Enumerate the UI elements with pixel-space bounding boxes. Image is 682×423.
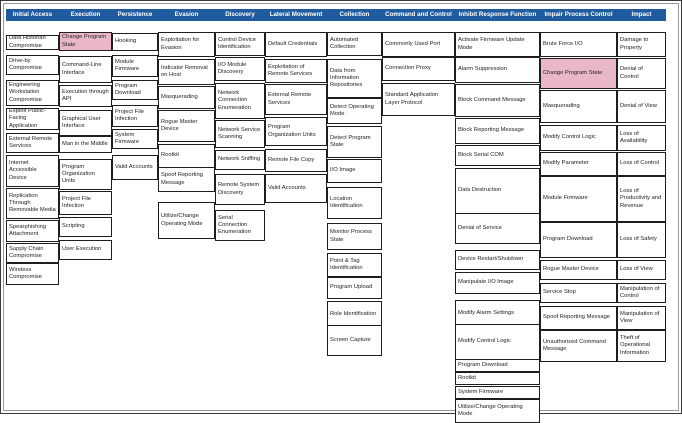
technique-label: Service Stop [543, 289, 576, 296]
technique-label: Indicator Removal on Host [161, 64, 208, 78]
technique-label: Exploitation of Remote Services [268, 63, 313, 77]
technique-label: Network Connection Enumeration [218, 90, 251, 111]
technique-label: Hooking [115, 38, 137, 45]
technique-cell[interactable] [112, 33, 158, 51]
technique-label: Default Credentials [268, 40, 318, 47]
technique-label: Modify Parameter [543, 160, 589, 167]
technique-cell[interactable] [382, 32, 455, 57]
technique-label: Network Service Scanning [218, 126, 261, 140]
technique-cell[interactable] [617, 152, 666, 176]
technique-cell[interactable] [6, 263, 59, 285]
technique-label: Data Destruction [458, 187, 502, 194]
technique-label: Modify Alarm Settings [458, 309, 515, 316]
technique-label: Project File Infection [115, 108, 144, 122]
technique-cell[interactable] [6, 133, 59, 153]
technique-cell[interactable] [617, 306, 666, 330]
technique-label: Alarm Suppression [458, 66, 507, 73]
technique-label: Graphical User Interface [62, 115, 101, 129]
technique-label: System Firmware [115, 131, 140, 145]
technique-label: Theft of Operational Information [620, 335, 650, 356]
technique-label: Monitor Process State [330, 229, 372, 243]
technique-cell[interactable] [617, 176, 666, 222]
technique-cell[interactable] [455, 145, 540, 166]
technique-label: Device Restart/Shutdown [458, 256, 524, 263]
technique-label: Masquerading [543, 102, 580, 109]
technique-label: Role Identification [330, 311, 377, 318]
tactic-header: Inhibit Response Function [455, 9, 540, 21]
technique-cell[interactable] [59, 191, 112, 215]
technique-label: Location Identification [330, 195, 363, 209]
technique-cell[interactable] [6, 155, 59, 187]
technique-label: I/O Image [330, 167, 356, 174]
technique-label: Denial of Control [620, 66, 643, 80]
technique-label: Utilize/Change Operating Mode [161, 213, 203, 227]
technique-label: Block Serial COM [458, 151, 504, 158]
technique-label: Loss of View [620, 266, 653, 273]
technique-cell[interactable] [455, 324, 540, 360]
technique-cell[interactable] [215, 57, 265, 81]
technique-cell[interactable] [327, 159, 382, 183]
technique-label: Manipulation of View [620, 310, 660, 324]
technique-label: System Firmware [458, 388, 504, 395]
technique-label: Engineering Workstation Compromise [9, 82, 42, 103]
technique-label: Detect Program State [330, 134, 371, 148]
technique-cell[interactable] [455, 84, 540, 117]
technique-label: Connection Proxy [385, 65, 431, 72]
technique-label: Exploit Public-Facing Application [9, 108, 46, 129]
technique-cell[interactable] [265, 117, 327, 146]
technique-label: Drive-by Compromise [9, 57, 42, 71]
technique-cell[interactable] [265, 32, 327, 57]
technique-label: Supply Chain Compromise [9, 245, 44, 259]
technique-label: Screen Capture [330, 336, 371, 343]
technique-cell[interactable] [327, 187, 382, 219]
technique-label: Remote File Copy [268, 156, 315, 163]
technique-cell[interactable] [158, 144, 215, 168]
technique-label: Rogue Master Device [161, 118, 198, 132]
technique-cell[interactable] [540, 90, 617, 123]
technique-label: Wireless Compromise [9, 266, 42, 280]
technique-cell[interactable] [327, 277, 382, 299]
technique-label: Serial Connection Enumeration [218, 214, 251, 236]
technique-label: Replication Through Removable Media [9, 192, 56, 214]
technique-label: Module Firmware [543, 195, 588, 202]
technique-label: Exploitation for Evasion [161, 37, 200, 51]
technique-cell[interactable] [327, 59, 382, 98]
technique-cell[interactable] [112, 155, 158, 180]
technique-label: Denial of Service [458, 224, 502, 231]
technique-cell[interactable] [6, 220, 59, 242]
technique-label: Module Firmware [115, 58, 140, 72]
technique-cell[interactable] [112, 80, 158, 100]
technique-cell[interactable] [617, 260, 666, 280]
technique-cell[interactable] [540, 58, 617, 89]
technique-cell[interactable] [59, 110, 112, 136]
technique-cell[interactable] [59, 85, 112, 107]
technique-label: Rootkit [458, 374, 477, 381]
technique-label: Network Sniffing [218, 156, 261, 163]
technique-cell[interactable] [215, 174, 265, 205]
technique-cell[interactable] [617, 32, 666, 57]
technique-cell[interactable] [158, 32, 215, 57]
tactic-header: Collection [327, 9, 382, 21]
technique-label: Activate Firmware Update Mode [458, 37, 525, 51]
technique-cell[interactable] [265, 149, 327, 172]
technique-cell[interactable] [540, 222, 617, 258]
technique-label: Denial of View [620, 102, 657, 109]
technique-label: Change Program State [543, 69, 603, 76]
tactic-header: Discovery [215, 9, 265, 21]
technique-cell[interactable] [455, 272, 540, 294]
technique-label: Loss of Safety [620, 236, 657, 243]
technique-label: Scripting [62, 223, 85, 230]
technique-cell[interactable] [617, 125, 666, 151]
technique-label: Spoof Reporting Message [161, 172, 203, 186]
technique-cell[interactable] [540, 125, 617, 151]
tactic-header: Lateral Movement [265, 9, 327, 21]
technique-cell[interactable] [215, 32, 265, 56]
technique-label: Modify Control Logic [543, 134, 596, 141]
technique-cell[interactable] [455, 250, 540, 270]
technique-label: Control Device Identification [218, 36, 257, 50]
technique-label: Program Upload [330, 284, 373, 291]
technique-cell[interactable] [158, 59, 215, 85]
technique-cell[interactable] [455, 118, 540, 144]
tactic-header: Impact [617, 9, 666, 21]
technique-cell[interactable] [6, 188, 59, 219]
technique-cell[interactable] [617, 283, 666, 303]
technique-label: Loss of Control [620, 160, 659, 167]
technique-label: Data Historian Compromise [9, 35, 46, 49]
technique-label: I/O Module Discovery [218, 61, 247, 75]
technique-label: Project File Infection [62, 195, 91, 209]
technique-cell[interactable] [540, 283, 617, 303]
technique-cell[interactable] [215, 120, 265, 148]
technique-cell[interactable] [455, 32, 540, 57]
technique-cell[interactable] [6, 80, 59, 106]
technique-cell[interactable] [617, 90, 666, 123]
technique-cell[interactable] [158, 86, 215, 109]
technique-label: Program Download [543, 236, 593, 243]
technique-label: Brute Force I/O [543, 40, 583, 47]
technique-label: External Remote Services [9, 135, 53, 149]
tactic-header: Impair Process Control [540, 9, 617, 21]
technique-label: Manipulation of Control [620, 285, 660, 299]
technique-label: Execution through API [62, 88, 109, 102]
technique-label: Valid Accounts [268, 184, 306, 191]
technique-cell[interactable] [59, 217, 112, 237]
technique-label: Rogue Master Device [543, 266, 599, 273]
technique-cell[interactable] [455, 386, 540, 399]
technique-cell[interactable] [112, 105, 158, 127]
technique-cell[interactable] [327, 325, 382, 356]
tactic-header: Evasion [158, 9, 215, 21]
technique-cell[interactable] [215, 83, 265, 119]
technique-cell[interactable] [327, 98, 382, 124]
tactic-header: Initial Access [6, 9, 59, 21]
technique-label: Damage to Property [620, 37, 649, 51]
technique-cell[interactable] [455, 213, 540, 244]
technique-label: Block Reporting Message [458, 127, 525, 134]
technique-cell[interactable] [455, 399, 540, 423]
technique-cell[interactable] [540, 306, 617, 330]
technique-label: Spoof Reporting Message [543, 314, 611, 321]
technique-cell[interactable] [327, 126, 382, 158]
technique-label: Loss of Productivity and Revenue [620, 188, 662, 209]
technique-cell[interactable] [265, 84, 327, 115]
technique-label: Block Command Message [458, 96, 526, 103]
technique-label: Modify Control Logic [458, 338, 511, 345]
technique-label: Program Download [458, 361, 508, 368]
tactic-header: Command and Control [382, 9, 455, 21]
technique-cell[interactable] [540, 260, 617, 280]
tactic-header: Execution [59, 9, 112, 21]
technique-cell[interactable] [540, 32, 617, 57]
technique-label: User Execution [62, 246, 102, 253]
technique-label: Remote System Discovery [218, 182, 260, 196]
technique-label: Man in the Middle [62, 140, 108, 147]
technique-label: Program Organization Units [62, 163, 95, 185]
technique-cell[interactable] [158, 110, 215, 142]
technique-cell[interactable] [112, 129, 158, 149]
technique-label: Detect Operating Mode [330, 103, 374, 117]
technique-cell[interactable] [215, 150, 265, 170]
technique-label: External Remote Services [268, 92, 312, 106]
technique-cell[interactable] [112, 55, 158, 77]
technique-label: Masquerading [161, 93, 198, 100]
technique-label: Automated Collection [330, 36, 359, 50]
technique-cell[interactable] [6, 55, 59, 75]
tactic-header: Persistence [112, 9, 158, 21]
technique-cell[interactable] [158, 202, 215, 239]
technique-cell[interactable] [540, 330, 617, 362]
technique-label: Program Organization Units [268, 124, 316, 138]
technique-cell[interactable] [59, 159, 112, 190]
technique-label: Standard Application Layer Protocol [385, 92, 439, 106]
technique-cell[interactable] [59, 56, 112, 83]
technique-cell[interactable] [455, 359, 540, 372]
technique-cell[interactable] [59, 136, 112, 153]
technique-label: Data from Information Repositories [330, 67, 363, 89]
technique-cell[interactable] [158, 167, 215, 192]
technique-label: Point & Tag Identification [330, 257, 363, 271]
technique-label: Commonly Used Port [385, 40, 441, 47]
technique-cell[interactable] [540, 152, 617, 176]
technique-cell[interactable] [6, 243, 59, 263]
technique-cell[interactable] [6, 35, 59, 50]
technique-label: Program Download [115, 82, 141, 96]
technique-cell[interactable] [265, 174, 327, 203]
technique-label: Spearphishing Attachment [9, 223, 47, 237]
technique-label: Valid Accounts [115, 163, 153, 170]
technique-cell[interactable] [215, 210, 265, 241]
technique-cell[interactable] [59, 32, 112, 51]
technique-label: Loss of Availability [620, 130, 648, 144]
technique-cell[interactable] [540, 176, 617, 222]
technique-cell[interactable] [382, 83, 455, 116]
technique-cell[interactable] [327, 32, 382, 56]
technique-label: Change Program State [62, 34, 107, 48]
technique-cell[interactable] [455, 168, 540, 214]
technique-cell[interactable] [59, 240, 112, 260]
technique-cell[interactable] [455, 57, 540, 83]
technique-cell[interactable] [6, 108, 59, 130]
technique-cell[interactable] [327, 223, 382, 250]
technique-cell[interactable] [617, 58, 666, 89]
technique-cell[interactable] [265, 59, 327, 83]
technique-label: Utilize/Change Operating Mode [458, 403, 523, 417]
technique-label: Manipulate I/O Image [458, 279, 514, 286]
technique-label: Internet Accessible Device [9, 160, 37, 181]
technique-label: Rootkit [161, 152, 180, 159]
technique-cell[interactable] [617, 330, 666, 362]
technique-cell[interactable] [382, 57, 455, 81]
technique-cell[interactable] [327, 253, 382, 277]
technique-label: Command-Line Interface [62, 62, 102, 76]
technique-cell[interactable] [455, 372, 540, 385]
technique-cell[interactable] [617, 222, 666, 258]
technique-label: Unauthorized Command Message [543, 338, 606, 352]
technique-cell[interactable] [455, 300, 540, 327]
